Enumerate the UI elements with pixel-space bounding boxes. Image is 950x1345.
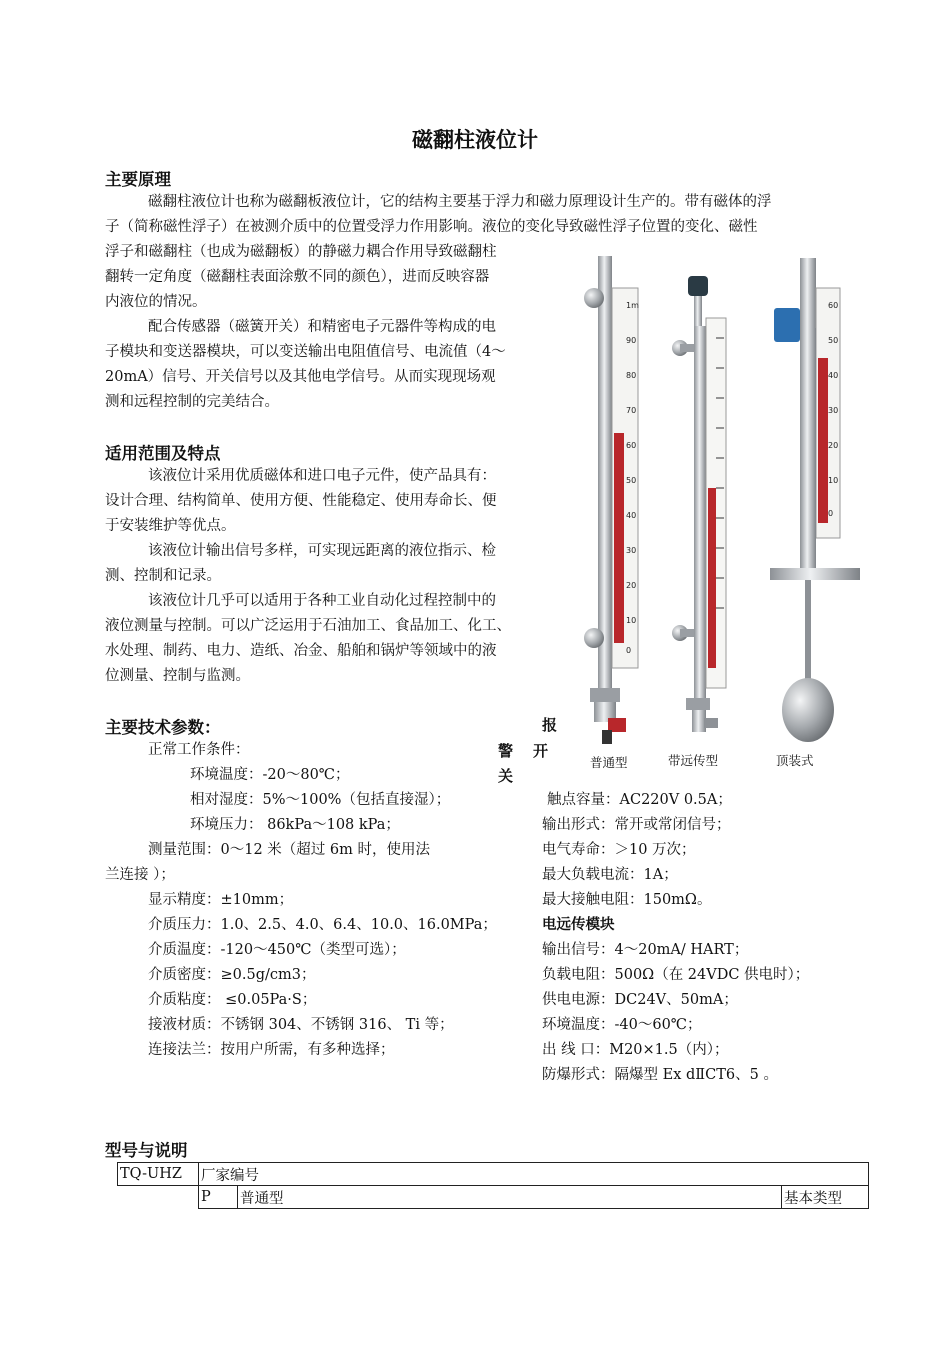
specs-heading: 主要技术参数： xyxy=(105,718,221,737)
model-cell: 基本类型 xyxy=(782,1186,869,1209)
spec-line: 兰连接 ）； xyxy=(105,867,175,883)
gauge3-rod xyxy=(805,580,811,690)
principle-line: 测和远程控制的完美结合。 xyxy=(105,394,279,410)
caption-top-mount-type: 顶装式 xyxy=(776,753,814,768)
svg-text:80: 80 xyxy=(626,371,637,380)
gauge3-flange xyxy=(770,568,860,580)
gauge3-red-column xyxy=(818,358,828,523)
gauge3-top-tube xyxy=(800,258,816,328)
gauge2-red-column xyxy=(708,488,716,668)
caption-remote-type: 带远传型 xyxy=(668,753,719,768)
spec-line: 环境温度：-20～80℃； xyxy=(190,767,350,783)
product-image xyxy=(568,248,863,778)
spec-line: 介质密度：≥0.5g/cm3； xyxy=(148,967,316,983)
remote-spec-line: 防爆形式：隔爆型 Ex dⅡCT6、5 。 xyxy=(542,1067,778,1083)
svg-text:60: 60 xyxy=(828,301,839,310)
gauge1-tube xyxy=(598,256,612,696)
alarm-char: 开 xyxy=(533,742,549,760)
principle-line: 20mA）信号、开关信号以及其他电学信号。从而实现现场观 xyxy=(105,369,496,385)
principle-line: 磁翻柱液位计也称为磁翻板液位计，它的结构主要基于浮力和磁力原理设计生产的。带有磁体的浮 xyxy=(148,194,772,210)
scope-line: 液位测量与控制。可以广泛运用于石油加工、食品加工、化工、 xyxy=(105,618,511,634)
alarm-spec-line: 触点容量：AC220V 0.5A； xyxy=(547,792,732,808)
principle-heading: 主要原理 xyxy=(105,170,171,189)
alarm-spec-line: 最大负载电流：1A； xyxy=(542,867,678,883)
spec-line: 接液材质：不锈钢 304、不锈钢 316、 Ti 等； xyxy=(148,1017,454,1033)
model-cell: 普通型 xyxy=(238,1186,782,1209)
principle-line: 配合传感器（磁簧开关）和精密电子元器件等构成的电 xyxy=(148,319,496,335)
scope-line: 该液位计采用优质磁体和进口电子元件，使产品具有： xyxy=(148,468,496,484)
scope-line: 设计合理、结构简单、使用方便、性能稳定、使用寿命长、便 xyxy=(105,493,497,509)
spec-line: 显示精度：±10mm； xyxy=(148,892,294,908)
model-cell: TQ-UHZ xyxy=(118,1163,199,1186)
model-heading: 型号与说明 xyxy=(105,1141,188,1160)
gauge1-drain-valve xyxy=(608,718,626,732)
model-cell xyxy=(118,1186,199,1209)
level-gauge-illustration xyxy=(568,248,863,778)
scope-line: 测、控制和记录。 xyxy=(105,568,221,584)
alarm-char: 警 xyxy=(498,742,514,760)
svg-text:40: 40 xyxy=(828,371,839,380)
spec-line: 连接法兰：按用户所需，有多种选择； xyxy=(148,1042,395,1058)
svg-text:30: 30 xyxy=(828,406,839,415)
remote-spec-line: 出 线 口：M20×1.5（内）； xyxy=(542,1042,729,1058)
scope-line: 该液位计输出信号多样，可实现远距离的液位指示、检 xyxy=(148,543,496,559)
caption-normal-type: 普通型 xyxy=(590,755,628,770)
svg-text:20: 20 xyxy=(626,581,637,590)
spec-line: 介质粘度： ≤0.05Pa·S； xyxy=(148,992,317,1008)
svg-text:50: 50 xyxy=(626,476,637,485)
gauge1-lower-flange xyxy=(584,628,604,648)
remote-spec-line: 供电电源：DC24V、50mA； xyxy=(542,992,738,1008)
scope-line: 位测量、控制与监测。 xyxy=(105,668,250,684)
svg-text:10: 10 xyxy=(828,476,839,485)
model-table xyxy=(117,1162,869,1209)
table-row xyxy=(118,1186,869,1209)
svg-text:90: 90 xyxy=(626,336,637,345)
gauge2-transmitter-head xyxy=(688,276,708,296)
svg-text:40: 40 xyxy=(626,511,637,520)
gauge3-blue-junction-box xyxy=(774,308,800,342)
svg-text:0: 0 xyxy=(828,509,834,518)
scope-line: 于安装维护等优点。 xyxy=(105,518,236,534)
spec-line: 测量范围：0～12 米（超过 6m 时，使用法 xyxy=(148,842,430,858)
table-row xyxy=(118,1163,869,1186)
model-cell: P xyxy=(199,1186,238,1209)
spec-line: 正常工作条件： xyxy=(148,742,250,758)
principle-line: 内液位的情况。 xyxy=(105,294,207,310)
svg-text:10: 10 xyxy=(626,616,637,625)
svg-text:60: 60 xyxy=(626,441,637,450)
principle-line: 翻转一定角度（磁翻柱表面涂敷不同的颜色），进而反映容器 xyxy=(105,269,490,285)
gauge3-tube xyxy=(800,328,816,568)
gauge3-float-ball xyxy=(782,678,834,742)
svg-text:50: 50 xyxy=(828,336,839,345)
principle-line: 子模块和变送器模块，可以变送输出电阻值信号、电流值（4～ xyxy=(105,344,506,360)
principle-line: 子（简称磁性浮子）在被测介质中的位置受浮力作用影响。液位的变化导致磁性浮子位置的变化、磁性 xyxy=(105,219,758,235)
svg-text:1m: 1m xyxy=(626,301,639,310)
alarm-spec-line: 电气寿命：＞10 万次； xyxy=(542,842,696,858)
principle-line: 浮子和磁翻柱（也成为磁翻板）的静磁力耦合作用导致磁翻柱 xyxy=(105,244,497,260)
svg-text:20: 20 xyxy=(828,441,839,450)
svg-text:30: 30 xyxy=(626,546,637,555)
scope-heading: 适用范围及特点 xyxy=(105,444,221,463)
alarm-char: 报 xyxy=(542,716,558,734)
scope-line: 该液位计几乎可以适用于各种工业自动化过程控制中的 xyxy=(148,593,496,609)
remote-module-heading: 电远传模块 xyxy=(542,917,615,933)
remote-spec-line: 环境温度：-40～60℃； xyxy=(542,1017,702,1033)
alarm-char: 关 xyxy=(498,767,514,785)
spec-line: 介质温度：-120～450℃（类型可选）； xyxy=(148,942,406,958)
alarm-spec-line: 最大接触电阻：150mΩ。 xyxy=(542,892,712,908)
remote-spec-line: 输出信号：4～20mA/ HART； xyxy=(542,942,749,958)
gauge1-upper-flange xyxy=(584,288,604,308)
svg-text:0: 0 xyxy=(626,646,632,655)
page-title: 磁翻柱液位计 xyxy=(412,128,538,152)
spec-line: 介质压力：1.0、2.5、4.0、6.4、10.0、16.0MPa； xyxy=(148,917,497,933)
alarm-spec-line: 输出形式：常开或常闭信号； xyxy=(542,817,731,833)
scope-line: 水处理、制药、电力、造纸、冶金、船舶和锅炉等领域中的液 xyxy=(105,643,497,659)
model-cell: 厂家编号 xyxy=(199,1163,869,1186)
gauge2-tube xyxy=(694,326,706,706)
remote-spec-line: 负载电阻：500Ω（在 24VDC 供电时）； xyxy=(542,967,810,983)
gauge1-red-column xyxy=(614,433,624,643)
spec-line: 相对湿度：5%～100%（包括直接湿）； xyxy=(190,792,451,808)
spec-line: 环境压力： 86kPa～108 kPa； xyxy=(190,817,400,833)
svg-text:70: 70 xyxy=(626,406,637,415)
